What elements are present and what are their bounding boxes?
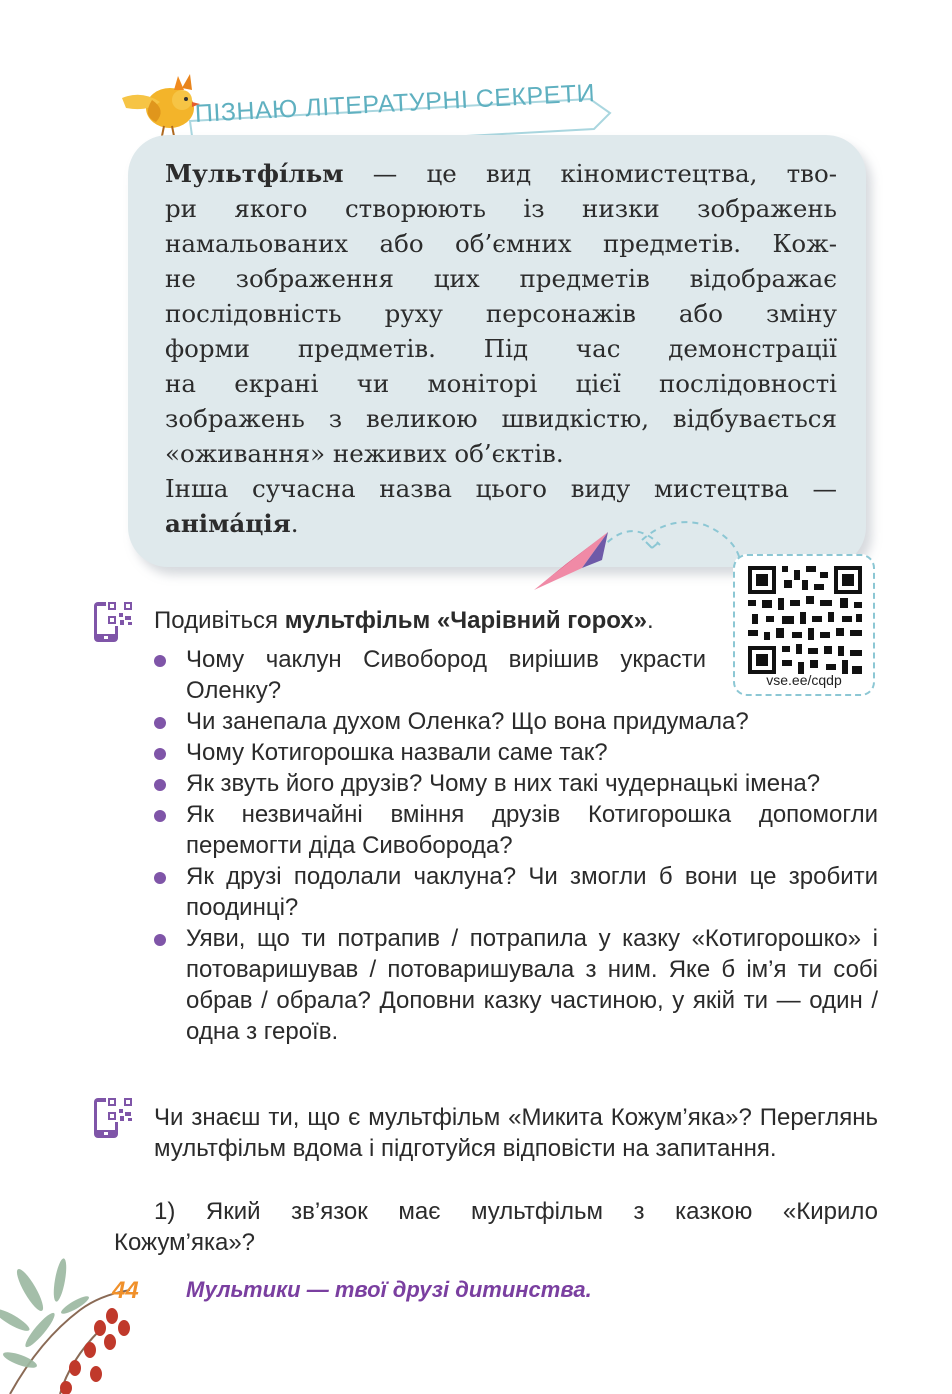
phone-qr-icon bbox=[92, 600, 136, 644]
definition-text bbox=[165, 156, 837, 541]
bullet-icon bbox=[154, 748, 166, 760]
definition-line: зображень з великою швидкістю, відбувається bbox=[165, 404, 837, 433]
task-2-question-1-end: Кожум’яка»? bbox=[114, 1229, 256, 1256]
question-text: Як звуть його друзів? Чому в них такі чудернацькі імена? bbox=[186, 770, 821, 797]
definition-line-text: . bbox=[290, 509, 299, 538]
definition-line: послідовність руху персонажів або зміну bbox=[165, 299, 837, 328]
definition-line: Інша сучасна назва цього виду мистецтва — bbox=[165, 474, 837, 503]
bullet-icon bbox=[154, 779, 166, 791]
list-item bbox=[154, 799, 878, 861]
task-1-intro-end: . bbox=[647, 607, 654, 634]
definition-line-text: — це вид кіномистецтва, тво- bbox=[343, 159, 837, 188]
definition-line: ри якого створюють із низки зображень bbox=[165, 194, 837, 223]
qr-url-label: vse.ee/cqdp bbox=[766, 672, 842, 688]
list-item bbox=[154, 706, 878, 737]
chapter-title: Мультики — твої друзі дитинства. bbox=[186, 1277, 592, 1302]
question-list bbox=[154, 644, 878, 1047]
definition-line: намальованих або об’ємних предметів. Кож- bbox=[165, 229, 837, 258]
branch-decoration bbox=[0, 1250, 150, 1394]
question-text: Чому чаклун Сивобород вирішив украсти Оленку? bbox=[186, 646, 706, 704]
cartoon-title-bold: мультфільм «Чарівний горох» bbox=[284, 607, 648, 634]
definition-line bbox=[165, 156, 837, 191]
section-banner-title: ПІЗНАЮ ЛІТЕРАТУРНІ СЕКРЕТИ bbox=[194, 79, 596, 128]
list-item bbox=[154, 768, 878, 799]
bullet-icon bbox=[154, 872, 166, 884]
question-text: Як друзі подолали чаклуна? Чи змогли б вони це зробити поодинці? bbox=[186, 863, 878, 921]
bullet-icon bbox=[154, 717, 166, 729]
definition-line: на екрані чи моніторі цієї послідовності bbox=[165, 369, 837, 398]
question-text: Чому Котигорошка назвали саме так? bbox=[186, 739, 608, 766]
list-item bbox=[154, 737, 878, 768]
task-1-intro-text: Подивіться bbox=[154, 607, 285, 634]
task-2-text: Чи знаєш ти, що є мультфільм «Микита Кожум’яка»? Переглянь мультфільм вдома і підготуйся відповісти на запитання. bbox=[154, 1104, 878, 1162]
bullet-icon bbox=[154, 934, 166, 946]
task-2-question-1: 1) Який зв’язок має мультфільм з казкою «Кирило bbox=[154, 1198, 878, 1225]
task-1-intro bbox=[154, 605, 714, 636]
definition-line: не зображення цих предметів відображає bbox=[165, 264, 837, 293]
definition-term: Мультфі́льм bbox=[165, 159, 344, 188]
bullet-icon bbox=[154, 810, 166, 822]
list-item bbox=[154, 923, 878, 1047]
bullet-icon bbox=[154, 655, 166, 667]
page-number: 44 bbox=[112, 1277, 139, 1304]
definition-line: «оживання» неживих об’єктів. bbox=[165, 439, 564, 468]
question-text: Уяви, що ти потрапив / потрапила у казку «Котигорошко» і потоваришував / потоваришувала з ним. Яке б ім’я ти собі обрав / обрала? Доповни казку частиною, у якій ти — один / одна з героїв. bbox=[186, 925, 878, 1045]
phone-qr-icon bbox=[92, 1096, 136, 1140]
question-text: Чи занепала духом Оленка? Що вона придумала? bbox=[186, 708, 749, 735]
definition-term-2: анімáція bbox=[165, 509, 291, 538]
list-item bbox=[154, 644, 706, 706]
list-item bbox=[154, 861, 878, 923]
question-text: Як незвичайні вміння друзів Котигорошка допомогли перемогти діда Сивоборода? bbox=[186, 801, 878, 859]
definition-line: форми предметів. Під час демонстрації bbox=[165, 334, 837, 363]
